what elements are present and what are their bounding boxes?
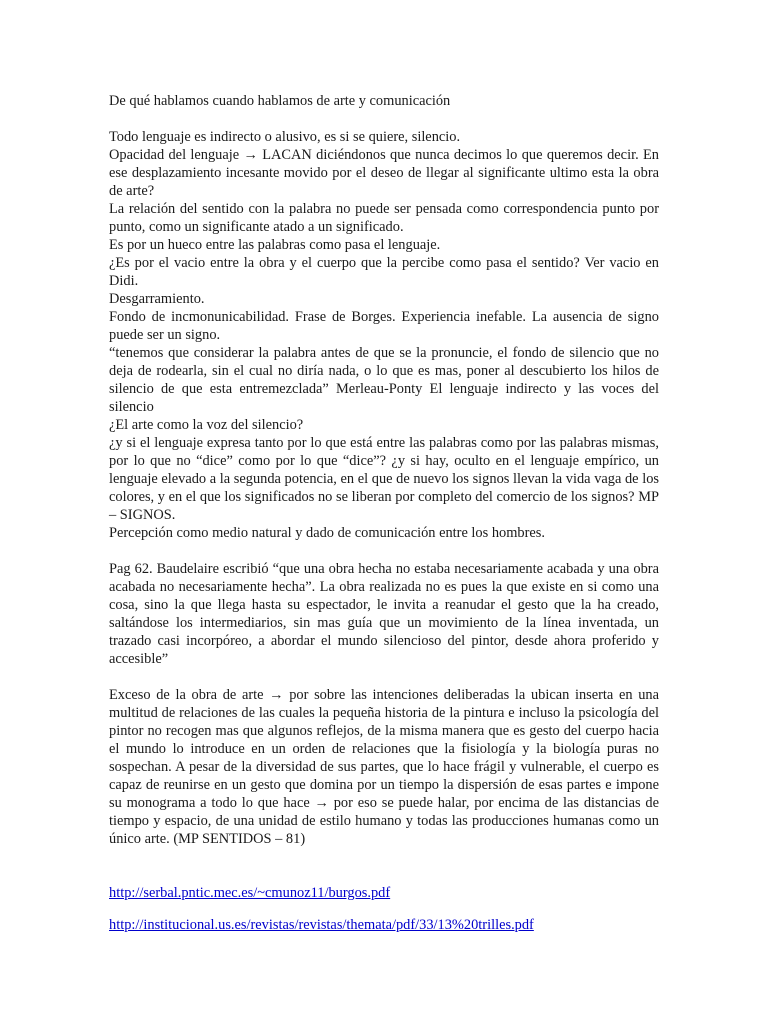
document-page [109,92,659,934]
section-lenguaje [109,128,659,542]
paragraph-hueco: Es por un hueco entre las palabras como pasa el lenguaje. [109,237,441,253]
paragraph-baudelaire: Pag 62. Baudelaire escribió “que una obra hecha no estaba necesariamente acabada y una obra acabada no necesariamente hecha”. La obra realizada no es pues la que existe en si como una cosa, sino la que llega hasta su espectador, le invita a reanudar el gesto que la ha creado, saltándose los intermediarios, sin mas guía que un movimiento de la línea inventada, un trazado casi incorpóreo, a abordar el mundo silencioso del pintor, desde ahora proferido y accesible” [109,561,659,667]
paragraph-vacio: ¿Es por el vacio entre la obra y el cuerpo que la percibe como pasa el sentido? Ver vacio en Didi. [109,255,659,289]
spacer [109,902,659,916]
link-burgos-pdf[interactable]: http://serbal.pntic.mec.es/~cmunoz11/burgos.pdf [109,885,391,901]
section-baudelaire [109,560,659,668]
paragraph-opacidad: Opacidad del lenguaje → LACAN diciéndonos que nunca decimos lo que queremos decir. En ese desplazamiento incesante movido por el deseo de llegar al significante ultimo esta la obra de arte? [109,147,659,199]
paragraph-incomunicabilidad: Fondo de incmonunicabilidad. Frase de Borges. Experiencia inefable. La ausencia de signo puede ser un signo. [109,309,659,343]
paragraph-merleau-ponty-quote: “tenemos que considerar la palabra antes de que se la pronuncie, el fondo de silencio que no deja de rodearla, sin el cual no diría nada, o lo que es mas, poner al descubierto los hilos de silencio de que esta entremezclada” Merleau-Ponty El lenguaje indirecto y las voces del silencio [109,345,659,415]
paragraph-signos: ¿y si el lenguaje expresa tanto por lo que está entre las palabras como por las palabras mismas, por lo que no “dice” como por lo que “dice”? ¿y si hay, oculto en el lenguaje empírico, un lenguaje elevado a la segunda potencia, en el que de nuevo los signos llevan la vida vaga de los colores, y en el que los significados no se liberan por completo del comercio de los signos? MP – SIGNOS. [109,435,659,523]
paragraph-exceso: Exceso de la obra de arte → por sobre las intenciones deliberadas la ubican inserta en una multitud de relaciones de las cuales la pequeña historia de la pintura e incluso la psicología del pintor no recogen mas que algunos reflejos, de la misma manera que es gesto del cuerpo hacia el mundo lo introduce en un orden de relaciones que la fisiología y la biología puras no sospechan. A pesar de la diversidad de sus partes, que lo hace frágil y vulnerable, el cuerpo es capaz de reunirse en un gesto que domina por un tiempo la dispersión de esas partes e impone su monograma a todo lo que hace → por eso se puede halar, por encima de las distancias de tiempo y espacio, de una unidad de estilo humano y todas las producciones humanas como un único arte. (MP SENTIDOS – 81) [109,687,659,847]
document-title: De qué hablamos cuando hablamos de arte y comunicación [109,93,451,109]
paragraph-indirecto: Todo lenguaje es indirecto o alusivo, es si se quiere, silencio. [109,129,461,145]
paragraph-relacion: La relación del sentido con la palabra no puede ser pensada como correspondencia punto por punto, como un significante atado a un significado. [109,201,659,235]
paragraph-percepcion: Percepción como medio natural y dado de comunicación entre los hombres. [109,525,545,541]
paragraph-desgarramiento: Desgarramiento. [109,291,205,307]
paragraph-voz-silencio: ¿El arte como la voz del silencio? [109,417,304,433]
link-trilles-pdf[interactable]: http://institucional.us.es/revistas/revistas/themata/pdf/33/13%20trilles.pdf [109,917,534,933]
section-exceso [109,686,659,848]
spacer [109,866,659,884]
